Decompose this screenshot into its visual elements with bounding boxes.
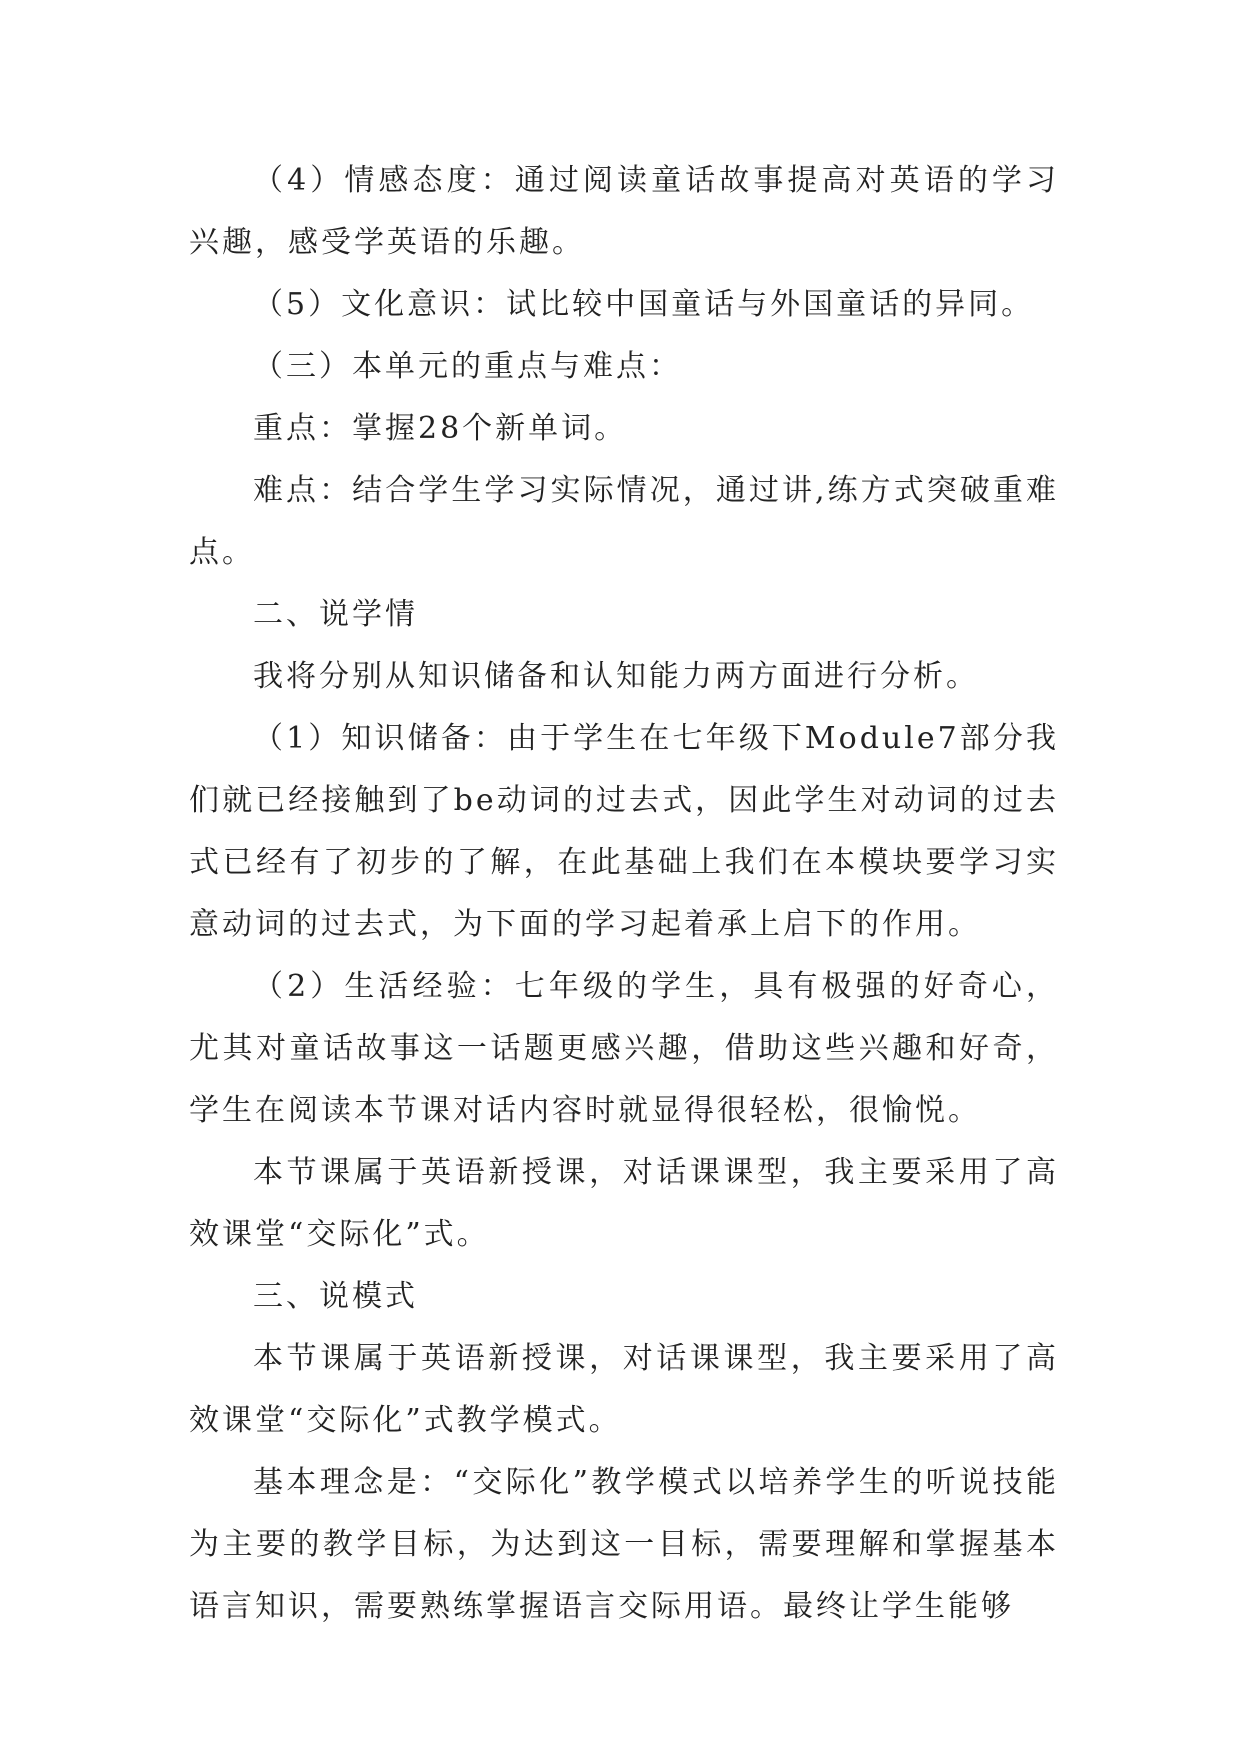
paragraph-cultural-awareness: （5）文化意识：试比较中国童话与外国童话的异同。	[253, 287, 1035, 322]
section-heading-teaching-mode: 三、说模式	[253, 1279, 418, 1314]
paragraph-basic-concept: 基本理念是：“交际化”教学模式以培养学生的听说技能为主要的教学目标，为达到这一目标，需要理解和掌握基本语言知识，需要熟练掌握语言交际用语。最终让学生能够	[189, 1465, 1059, 1624]
paragraph-knowledge-reserve: （1）知识储备：由于学生在七年级下Module7部分我们就已经接触到了be动词的过去式，因此学生对动词的过去式已经有了初步的了解，在此基础上我们在本模块要学习实意动词的过去式，为下面的学习起着承上启下的作用。	[189, 721, 1059, 942]
section-heading-student-analysis: 二、说学情	[253, 597, 418, 632]
paragraph-key-point: 重点：掌握28个新单词。	[253, 411, 628, 446]
paragraph-teaching-mode: 本节课属于英语新授课，对话课课型，我主要采用了高效课堂“交际化”式教学模式。	[189, 1341, 1059, 1438]
paragraph-analysis-intro: 我将分别从知识储备和认知能力两方面进行分析。	[253, 659, 979, 694]
paragraph-difficult-point: 难点：结合学生学习实际情况，通过讲,练方式突破重难点。	[189, 473, 1059, 570]
paragraph-emotional-attitude: （4）情感态度：通过阅读童话故事提高对英语的学习兴趣，感受学英语的乐趣。	[189, 163, 1059, 260]
section-heading-key-points: （三）本单元的重点与难点：	[253, 349, 682, 384]
document-page	[189, 150, 1059, 1638]
paragraph-lesson-type: 本节课属于英语新授课，对话课课型，我主要采用了高效课堂“交际化”式。	[189, 1155, 1059, 1252]
paragraph-life-experience: （2）生活经验：七年级的学生，具有极强的好奇心，尤其对童话故事这一话题更感兴趣，借助这些兴趣和好奇，学生在阅读本节课对话内容时就显得很轻松，很愉悦。	[189, 969, 1059, 1128]
